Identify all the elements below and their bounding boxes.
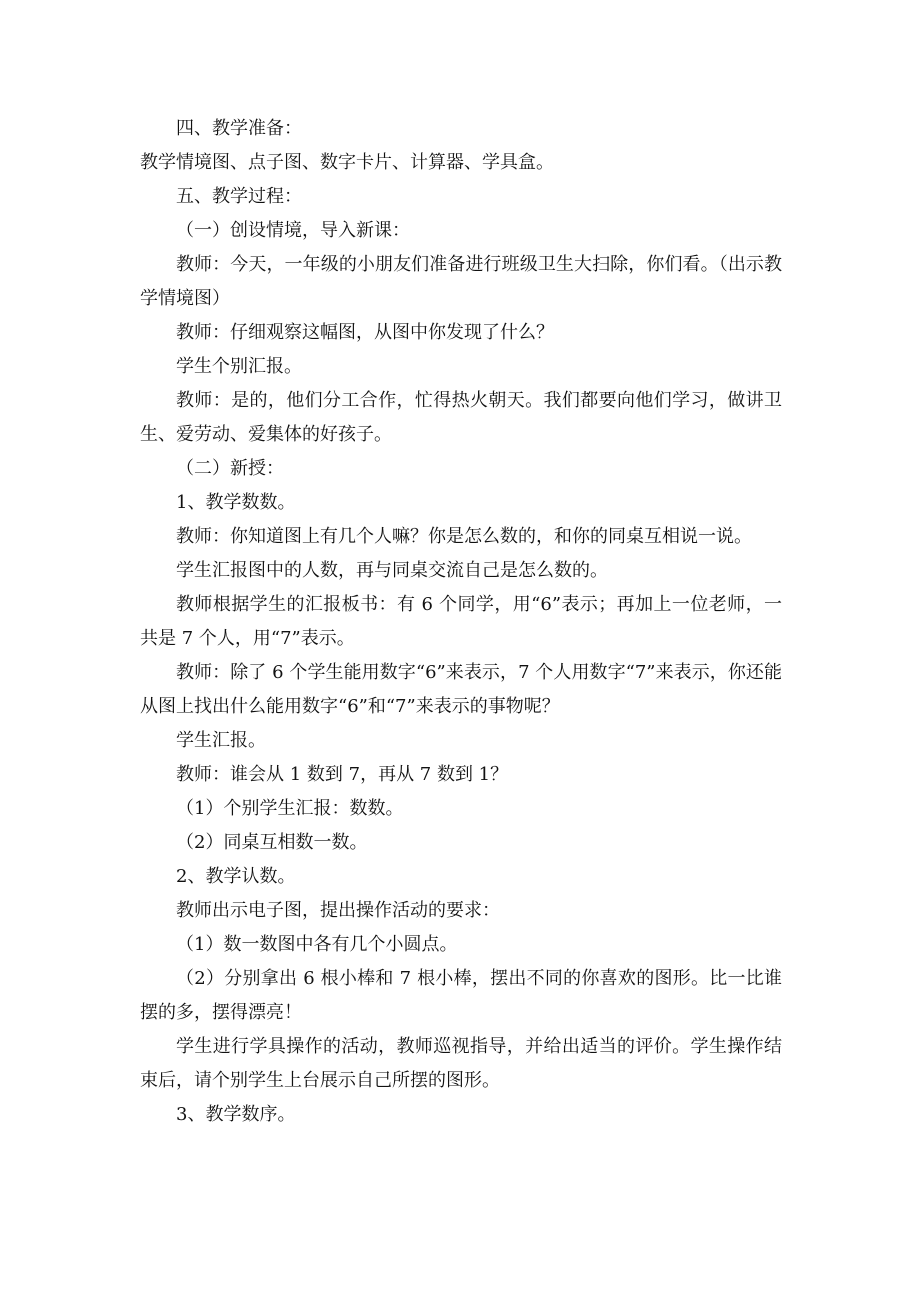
- paragraph-teacher-3: 教师：是的，他们分工合作，忙得热火朝天。我们都要向他们学习，做讲卫生、爱劳动、爱集体的好孩子。: [140, 390, 782, 445]
- paragraph-activity: 学生进行学具操作的活动，教师巡视指导，并给出适当的评价。学生操作结束后，请个别学生上台展示自己所摆的图形。: [140, 1036, 782, 1091]
- list-item-2: （2）同桌互相数一数。: [176, 832, 368, 853]
- item-counting: 1、教学数数。: [176, 492, 296, 513]
- list-item-4: （2）分别拿出 6 根小棒和 7 根小棒，摆出不同的你喜欢的图形。比一比谁摆的多，摆得漂亮！: [140, 968, 782, 1023]
- section-heading-process: 五、教学过程：: [176, 186, 302, 207]
- section-heading-preparation: 四、教学准备：: [176, 118, 302, 139]
- list-item-1: （1）个别学生汇报：数数。: [176, 798, 404, 819]
- paragraph-teacher-6: 教师：除了 6 个学生能用数字“6”来表示，7 个人用数字“7”来表示，你还能从图上找出什么能用数字“6”和“7”来表示的事物呢？: [140, 662, 782, 717]
- subheading-new-lesson: （二）新授：: [176, 458, 284, 479]
- list-item-3: （1）数一数图中各有几个小圆点。: [176, 934, 458, 955]
- paragraph-teacher-4: 教师：你知道图上有几个人嘛？你是怎么数的，和你的同桌互相说一说。: [176, 526, 752, 547]
- paragraph-teacher-1: 教师：今天，一年级的小朋友们准备进行班级卫生大扫除，你们看。（出示教学情境图）: [140, 254, 782, 309]
- paragraph-student-1: 学生个别汇报。: [176, 356, 302, 377]
- paragraph-student-3: 学生汇报。: [176, 730, 266, 751]
- paragraph-materials: 教学情境图、点子图、数字卡片、计算器、学具盒。: [140, 152, 554, 173]
- item-recognizing: 2、教学认数。: [176, 866, 296, 887]
- paragraph-teacher-7: 教师：谁会从 1 数到 7，再从 7 数到 1？: [176, 764, 509, 785]
- document-page: [140, 112, 782, 1132]
- item-sequence: 3、教学数序。: [176, 1104, 296, 1125]
- paragraph-teacher-8: 教师出示电子图，提出操作活动的要求：: [176, 900, 500, 921]
- paragraph-student-2: 学生汇报图中的人数，再与同桌交流自己是怎么数的。: [176, 560, 608, 581]
- paragraph-teacher-5: 教师根据学生的汇报板书：有 6 个同学，用“6”表示；再加上一位老师，一共是 7 个人，用“7”表示。: [140, 594, 782, 649]
- subheading-intro: （一）创设情境，导入新课：: [176, 220, 410, 241]
- paragraph-teacher-2: 教师：仔细观察这幅图，从图中你发现了什么？: [176, 322, 554, 343]
